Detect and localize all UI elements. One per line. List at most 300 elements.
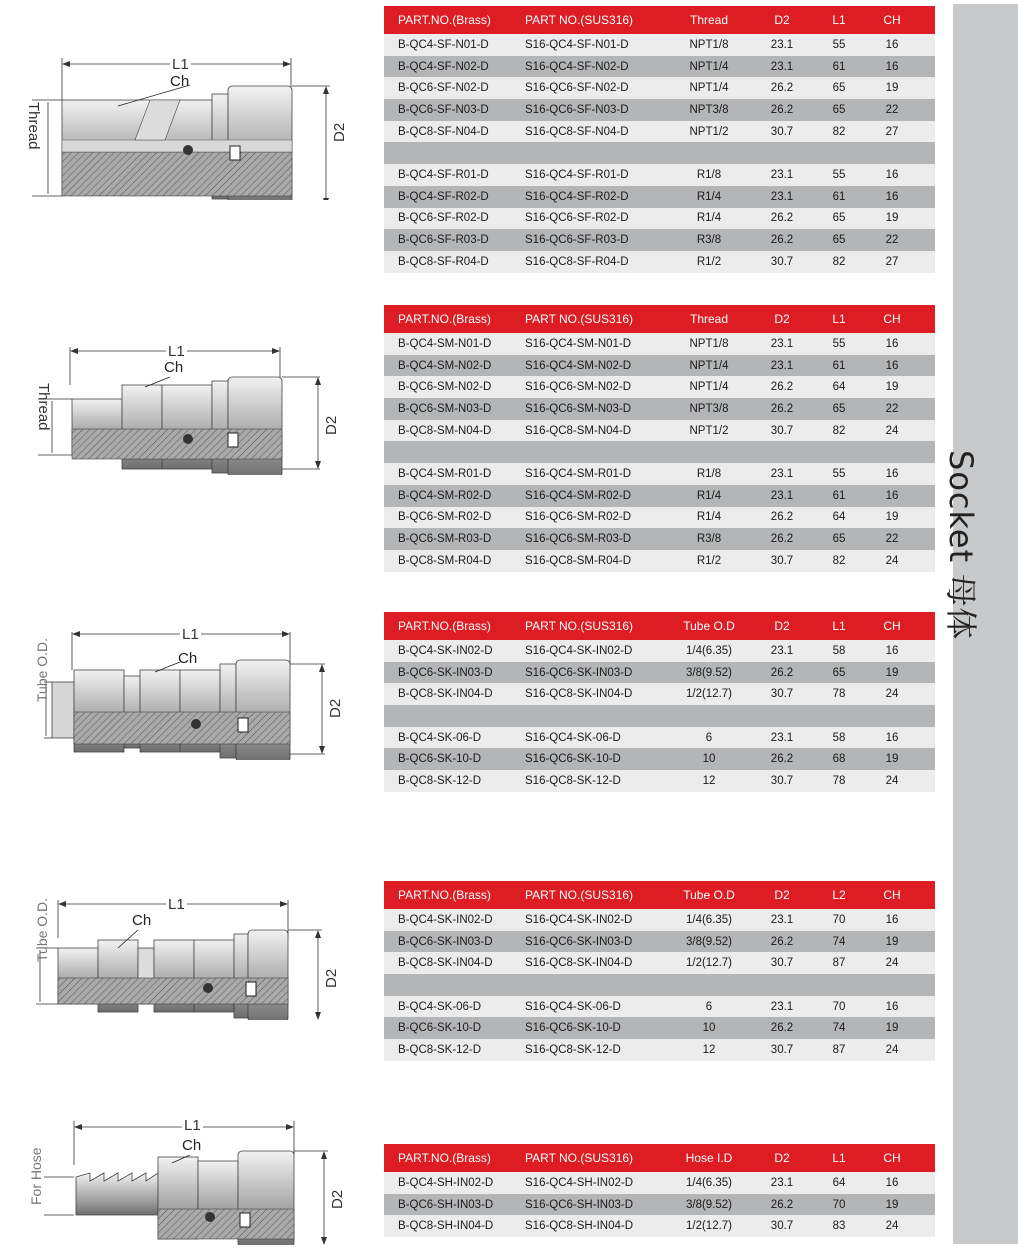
- table-row: [384, 333, 935, 355]
- table-cell: [757, 142, 807, 164]
- table-cell: B-QC6-SF-R03-D: [398, 234, 489, 247]
- table-cell: 1/2(12.7): [685, 688, 733, 701]
- header-cell: CH: [883, 13, 901, 27]
- table-cell: 24: [885, 554, 899, 567]
- table-cell: R3/8: [696, 234, 722, 247]
- table-cell: [867, 705, 917, 727]
- table-cell: 26.2: [770, 1198, 794, 1211]
- header-cell: PART NO.(SUS316): [525, 619, 634, 633]
- table-cell: B-QC6-SM-N03-D: [398, 402, 492, 415]
- table-cell: S16-QC6-SK-10-D: [525, 1022, 621, 1035]
- table-cell: S16-QC8-SH-IN04-D: [525, 1220, 633, 1233]
- header-cell: D2: [774, 888, 790, 902]
- table-row: [384, 1039, 935, 1061]
- table-cell: S16-QC8-SK-IN04-D: [525, 688, 633, 701]
- table-cell: 16: [885, 913, 899, 926]
- table-cell: B-QC4-SM-N01-D: [398, 337, 492, 350]
- table-cell: R1/4: [696, 489, 722, 502]
- table-cell: 30.7: [770, 957, 794, 970]
- header-cell: PART.NO.(Brass): [398, 619, 491, 633]
- table-cell: 30.7: [770, 255, 794, 268]
- drawing-socket-tube-long: [0, 890, 380, 1020]
- side-label: For Hose: [28, 1147, 44, 1205]
- table-cell: B-QC6-SF-N02-D: [398, 82, 489, 95]
- table-cell: 70: [832, 1198, 846, 1211]
- table-cell: B-QC6-SK-10-D: [398, 1022, 482, 1035]
- length-label: L1: [184, 1117, 201, 1134]
- table-cell: 16: [885, 1000, 899, 1013]
- table-header: [384, 305, 935, 333]
- side-label: Thread: [35, 383, 52, 431]
- header-cell: PART NO.(SUS316): [525, 312, 634, 326]
- header-cell: Thread: [689, 312, 729, 326]
- length-label: L1: [168, 343, 185, 360]
- table-cell: 65: [832, 103, 846, 116]
- table-cell: 78: [832, 774, 846, 787]
- spec-table: [384, 1144, 935, 1237]
- table-cell: 26.2: [770, 753, 794, 766]
- table-cell: [757, 441, 807, 463]
- table-cell: B-QC4-SM-R02-D: [398, 489, 492, 502]
- spec-table: [384, 6, 935, 273]
- table-cell: NPT1/4: [689, 359, 729, 372]
- table-cell: R1/8: [696, 467, 722, 480]
- table-row: [384, 77, 935, 99]
- header-cell: PART NO.(SUS316): [525, 13, 634, 27]
- table-row: [384, 485, 935, 507]
- diameter-label: D2: [331, 122, 348, 142]
- header-cell: PART.NO.(Brass): [398, 13, 491, 27]
- side-label: Thread: [25, 102, 42, 150]
- table-cell: 26.2: [770, 82, 794, 95]
- table-cell: [684, 974, 734, 996]
- diameter-label: D2: [323, 415, 340, 435]
- table-cell: B-QC8-SK-12-D: [398, 1043, 482, 1056]
- table-cell: B-QC4-SM-N02-D: [398, 359, 492, 372]
- table-cell: 61: [832, 359, 846, 372]
- diameter-label: D2: [323, 968, 340, 988]
- table-spacer-row: [384, 142, 935, 164]
- table-cell: 27: [885, 125, 899, 138]
- header-cell: CH: [883, 619, 901, 633]
- header-cell: L1: [832, 619, 846, 633]
- table-cell: 61: [832, 60, 846, 73]
- ch-label: Ch: [132, 912, 152, 929]
- table-cell: R1/2: [696, 255, 722, 268]
- table-cell: 26.2: [770, 381, 794, 394]
- table-cell: 22: [885, 234, 899, 247]
- table-cell: S16-QC6-SM-N02-D: [525, 381, 632, 394]
- table-cell: B-QC4-SF-N01-D: [398, 38, 489, 51]
- spec-table: [384, 612, 935, 792]
- table-cell: 82: [832, 255, 846, 268]
- table-row: [384, 770, 935, 792]
- table-spacer-row: [384, 441, 935, 463]
- table-cell: [814, 974, 864, 996]
- table-cell: 82: [832, 424, 846, 437]
- table-cell: [867, 974, 917, 996]
- table-cell: 19: [885, 212, 899, 225]
- table-cell: B-QC8-SH-IN04-D: [398, 1220, 494, 1233]
- table-cell: B-QC8-SK-IN04-D: [398, 957, 493, 970]
- table-row: [384, 355, 935, 377]
- table-cell: [867, 142, 917, 164]
- table-row: [384, 398, 935, 420]
- side-label: Tube O.D.: [34, 637, 50, 702]
- table-cell: B-QC4-SK-IN02-D: [398, 644, 493, 657]
- table-cell: 74: [832, 1022, 846, 1035]
- table-cell: [867, 441, 917, 463]
- table-row: [384, 208, 935, 230]
- table-cell: 23.1: [770, 1176, 794, 1189]
- table-cell: S16-QC8-SF-N04-D: [525, 125, 629, 138]
- table-cell: 1/4(6.35): [685, 644, 733, 657]
- table-row: [384, 727, 935, 749]
- table-cell: 16: [885, 467, 899, 480]
- table-cell: 19: [885, 82, 899, 95]
- table-cell: 16: [885, 337, 899, 350]
- table-cell: 16: [885, 168, 899, 181]
- table-cell: 55: [832, 467, 846, 480]
- table-cell: S16-QC8-SK-12-D: [525, 774, 621, 787]
- table-cell: [814, 705, 864, 727]
- table-cell: 22: [885, 533, 899, 546]
- table-cell: B-QC4-SH-IN02-D: [398, 1176, 494, 1189]
- header-cell: PART.NO.(Brass): [398, 888, 491, 902]
- table-cell: S16-QC8-SM-R04-D: [525, 554, 632, 567]
- table-cell: 65: [832, 212, 846, 225]
- table-cell: 65: [832, 82, 846, 95]
- table-cell: 30.7: [770, 774, 794, 787]
- table-cell: B-QC6-SM-N02-D: [398, 381, 492, 394]
- table-row: [384, 1172, 935, 1194]
- table-cell: 23.1: [770, 60, 794, 73]
- table-cell: S16-QC6-SF-R02-D: [525, 212, 629, 225]
- table-cell: 26.2: [770, 935, 794, 948]
- table-row: [384, 251, 935, 273]
- table-cell: [684, 142, 734, 164]
- table-row: [384, 683, 935, 705]
- table-header: [384, 6, 935, 34]
- table-cell: B-QC6-SM-R02-D: [398, 511, 492, 524]
- table-cell: S16-QC4-SK-06-D: [525, 1000, 621, 1013]
- header-cell: Tube O.D: [683, 619, 735, 633]
- table-cell: NPT1/4: [689, 82, 729, 95]
- table-row: [384, 121, 935, 143]
- table-cell: B-QC4-SK-IN02-D: [398, 913, 493, 926]
- table-cell: B-QC4-SF-R01-D: [398, 168, 489, 181]
- table-cell: 19: [885, 511, 899, 524]
- table-cell: B-QC6-SK-IN03-D: [398, 935, 493, 948]
- drawing-socket-tube: [0, 620, 380, 760]
- table-cell: 61: [832, 190, 846, 203]
- table-row: [384, 186, 935, 208]
- diameter-label: D2: [327, 698, 344, 718]
- table-row: [384, 909, 935, 931]
- table-header: [384, 881, 935, 909]
- table-cell: S16-QC6-SM-R02-D: [525, 511, 632, 524]
- table-cell: R1/4: [696, 190, 722, 203]
- table-cell: 22: [885, 103, 899, 116]
- table-cell: S16-QC4-SF-R02-D: [525, 190, 629, 203]
- table-cell: 82: [832, 125, 846, 138]
- table-cell: NPT3/8: [689, 103, 729, 116]
- ch-label: Ch: [178, 650, 198, 667]
- table-cell: S16-QC4-SF-N01-D: [525, 38, 629, 51]
- table-cell: 19: [885, 666, 899, 679]
- header-cell: PART NO.(SUS316): [525, 888, 634, 902]
- header-cell: Thread: [689, 13, 729, 27]
- header-cell: PART.NO.(Brass): [398, 312, 491, 326]
- table-cell: 70: [832, 913, 846, 926]
- table-cell: B-QC8-SM-R04-D: [398, 554, 492, 567]
- table-cell: 1/2(12.7): [685, 1220, 733, 1233]
- table-row: [384, 229, 935, 251]
- table-row: [384, 550, 935, 572]
- table-cell: 19: [885, 1198, 899, 1211]
- table-cell: 68: [832, 753, 846, 766]
- table-row: [384, 164, 935, 186]
- table-row: [384, 1215, 935, 1237]
- table-cell: B-QC4-SK-06-D: [398, 731, 482, 744]
- table-cell: 30.7: [770, 1220, 794, 1233]
- header-cell: CH: [883, 1151, 901, 1165]
- table-cell: S16-QC8-SF-R04-D: [525, 255, 629, 268]
- table-cell: 16: [885, 731, 899, 744]
- table-row: [384, 34, 935, 56]
- header-cell: PART.NO.(Brass): [398, 1151, 491, 1165]
- ch-label: Ch: [170, 73, 190, 90]
- table-cell: S16-QC6-SK-IN03-D: [525, 935, 633, 948]
- table-row: [384, 996, 935, 1018]
- spec-table: [384, 881, 935, 1061]
- table-row: [384, 528, 935, 550]
- table-header: [384, 1144, 935, 1172]
- diameter-label: D2: [329, 1189, 346, 1209]
- table-cell: 82: [832, 554, 846, 567]
- header-cell: Hose I.D: [685, 1151, 733, 1165]
- table-cell: 24: [885, 1043, 899, 1056]
- header-cell: Tube O.D: [683, 888, 735, 902]
- table-cell: 78: [832, 688, 846, 701]
- table-cell: 3/8(9.52): [685, 1198, 733, 1211]
- header-cell: D2: [774, 312, 790, 326]
- drawing-socket-hose: [0, 1115, 380, 1245]
- header-cell: L2: [832, 888, 846, 902]
- table-cell: S16-QC4-SM-N02-D: [525, 359, 632, 372]
- table-cell: S16-QC4-SK-IN02-D: [525, 913, 633, 926]
- table-cell: 24: [885, 424, 899, 437]
- length-label: L1: [182, 626, 199, 643]
- table-cell: NPT1/4: [689, 60, 729, 73]
- header-cell: PART NO.(SUS316): [525, 1151, 634, 1165]
- table-cell: B-QC8-SM-N04-D: [398, 424, 492, 437]
- header-cell: CH: [883, 888, 901, 902]
- table-cell: S16-QC4-SM-R01-D: [525, 467, 632, 480]
- table-cell: S16-QC4-SH-IN02-D: [525, 1176, 633, 1189]
- ch-label: Ch: [164, 359, 184, 376]
- table-cell: 26.2: [770, 1022, 794, 1035]
- table-cell: 24: [885, 957, 899, 970]
- table-cell: 61: [832, 489, 846, 502]
- table-cell: NPT3/8: [689, 402, 729, 415]
- table-cell: 64: [832, 511, 846, 524]
- table-cell: S16-QC6-SK-10-D: [525, 753, 621, 766]
- table-cell: 16: [885, 190, 899, 203]
- side-label: Tube O.D.: [34, 897, 50, 962]
- table-cell: [684, 705, 734, 727]
- header-cell: L1: [832, 13, 846, 27]
- table-cell: NPT1/2: [689, 125, 729, 138]
- table-cell: S16-QC6-SF-N02-D: [525, 82, 629, 95]
- table-cell: 23.1: [770, 913, 794, 926]
- table-cell: R1/8: [696, 168, 722, 181]
- table-cell: S16-QC8-SM-N04-D: [525, 424, 632, 437]
- table-cell: S16-QC4-SF-R01-D: [525, 168, 629, 181]
- table-cell: B-QC6-SH-IN03-D: [398, 1198, 494, 1211]
- drawing-socket-male-thread: [0, 335, 380, 475]
- table-cell: [757, 974, 807, 996]
- table-cell: 23.1: [770, 731, 794, 744]
- table-cell: S16-QC6-SF-R03-D: [525, 234, 629, 247]
- table-cell: 70: [832, 1000, 846, 1013]
- table-cell: B-QC4-SF-R02-D: [398, 190, 489, 203]
- table-cell: R3/8: [696, 533, 722, 546]
- table-cell: 87: [832, 1043, 846, 1056]
- table-cell: [814, 441, 864, 463]
- table-cell: 87: [832, 957, 846, 970]
- table-cell: B-QC8-SK-12-D: [398, 774, 482, 787]
- table-cell: 26.2: [770, 511, 794, 524]
- table-cell: [814, 142, 864, 164]
- table-cell: 65: [832, 234, 846, 247]
- table-row: [384, 640, 935, 662]
- table-row: [384, 662, 935, 684]
- table-cell: 30.7: [770, 688, 794, 701]
- table-cell: 30.7: [770, 125, 794, 138]
- table-cell: [757, 705, 807, 727]
- header-cell: L1: [832, 1151, 846, 1165]
- table-cell: 65: [832, 666, 846, 679]
- length-label: L1: [168, 896, 185, 913]
- table-cell: 16: [885, 60, 899, 73]
- table-cell: S16-QC6-SM-N03-D: [525, 402, 632, 415]
- table-cell: 26.2: [770, 212, 794, 225]
- table-cell: B-QC6-SF-N03-D: [398, 103, 489, 116]
- table-cell: 26.2: [770, 103, 794, 116]
- table-cell: 12: [702, 1043, 716, 1056]
- table-cell: 55: [832, 337, 846, 350]
- table-cell: 19: [885, 1022, 899, 1035]
- table-cell: S16-QC4-SK-IN02-D: [525, 644, 633, 657]
- table-cell: B-QC6-SK-10-D: [398, 753, 482, 766]
- ch-label: Ch: [182, 1137, 202, 1154]
- table-cell: 24: [885, 1220, 899, 1233]
- table-cell: S16-QC6-SH-IN03-D: [525, 1198, 633, 1211]
- table-cell: 83: [832, 1220, 846, 1233]
- table-cell: 16: [885, 489, 899, 502]
- table-row: [384, 420, 935, 442]
- table-cell: R1/4: [696, 212, 722, 225]
- table-cell: 6: [705, 731, 713, 744]
- table-cell: 19: [885, 753, 899, 766]
- table-cell: 10: [702, 753, 716, 766]
- table-cell: 19: [885, 935, 899, 948]
- table-cell: R1/2: [696, 554, 722, 567]
- table-row: [384, 376, 935, 398]
- table-cell: 30.7: [770, 1043, 794, 1056]
- header-cell: CH: [883, 312, 901, 326]
- header-cell: D2: [774, 619, 790, 633]
- table-cell: 23.1: [770, 467, 794, 480]
- table-cell: 24: [885, 774, 899, 787]
- table-cell: 30.7: [770, 424, 794, 437]
- table-cell: 6: [705, 1000, 713, 1013]
- table-cell: 26.2: [770, 533, 794, 546]
- table-row: [384, 463, 935, 485]
- table-cell: 64: [832, 1176, 846, 1189]
- table-cell: 23.1: [770, 337, 794, 350]
- table-cell: B-QC4-SM-R01-D: [398, 467, 492, 480]
- table-cell: 30.7: [770, 554, 794, 567]
- table-cell: S16-QC6-SM-R03-D: [525, 533, 632, 546]
- table-row: [384, 1017, 935, 1039]
- table-cell: 22: [885, 402, 899, 415]
- header-cell: D2: [774, 1151, 790, 1165]
- table-cell: 23.1: [770, 644, 794, 657]
- table-cell: 23.1: [770, 359, 794, 372]
- table-cell: B-QC4-SF-N02-D: [398, 60, 489, 73]
- table-cell: 26.2: [770, 402, 794, 415]
- section-title: Socket 母体: [942, 450, 980, 641]
- table-cell: NPT1/8: [689, 337, 729, 350]
- table-spacer-row: [384, 974, 935, 996]
- table-cell: B-QC6-SK-IN03-D: [398, 666, 493, 679]
- table-row: [384, 952, 935, 974]
- table-cell: 23.1: [770, 38, 794, 51]
- table-cell: 23.1: [770, 1000, 794, 1013]
- table-cell: [684, 441, 734, 463]
- table-cell: B-QC8-SF-R04-D: [398, 255, 489, 268]
- table-cell: 19: [885, 381, 899, 394]
- table-cell: 23.1: [770, 489, 794, 502]
- table-cell: 16: [885, 38, 899, 51]
- table-cell: 58: [832, 731, 846, 744]
- table-cell: B-QC4-SK-06-D: [398, 1000, 482, 1013]
- table-row: [384, 931, 935, 953]
- table-cell: 55: [832, 38, 846, 51]
- table-cell: 23.1: [770, 168, 794, 181]
- table-cell: 16: [885, 359, 899, 372]
- table-cell: S16-QC4-SF-N02-D: [525, 60, 629, 73]
- table-cell: 1/4(6.35): [685, 1176, 733, 1189]
- table-cell: 16: [885, 1176, 899, 1189]
- table-spacer-row: [384, 705, 935, 727]
- table-cell: S16-QC8-SK-IN04-D: [525, 957, 633, 970]
- table-cell: 16: [885, 644, 899, 657]
- table-cell: 1/4(6.35): [685, 913, 733, 926]
- header-cell: D2: [774, 13, 790, 27]
- table-header: [384, 612, 935, 640]
- table-cell: 58: [832, 644, 846, 657]
- table-cell: 74: [832, 935, 846, 948]
- table-cell: 65: [832, 402, 846, 415]
- table-cell: 23.1: [770, 190, 794, 203]
- table-row: [384, 99, 935, 121]
- table-cell: 27: [885, 255, 899, 268]
- table-cell: 55: [832, 168, 846, 181]
- table-cell: NPT1/8: [689, 38, 729, 51]
